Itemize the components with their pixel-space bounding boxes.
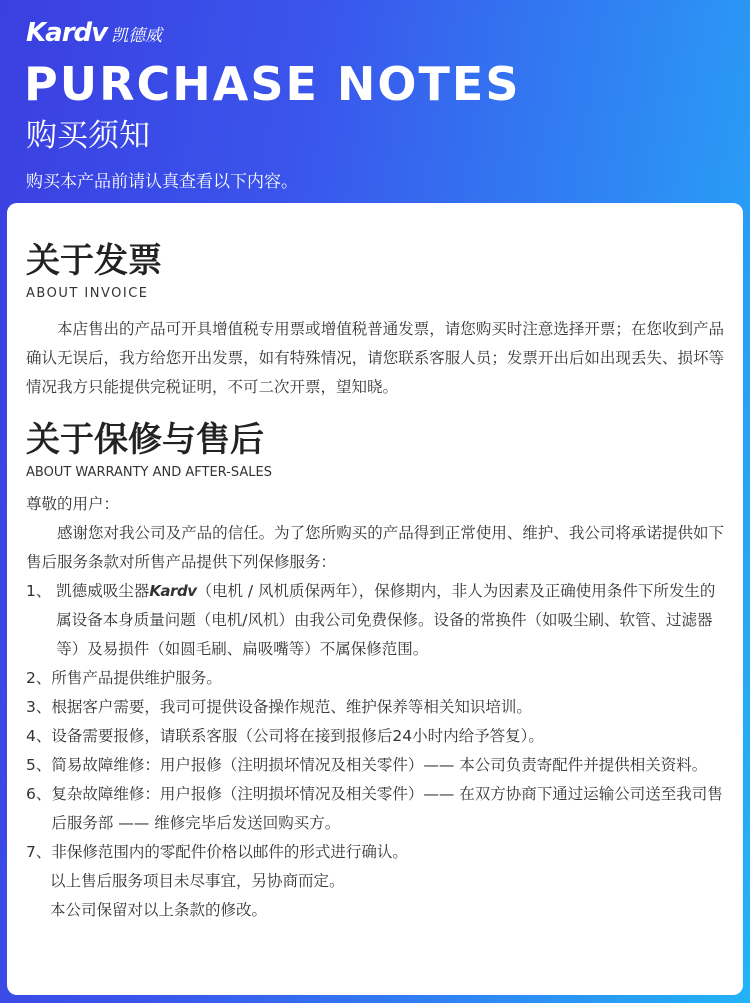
list-item	[26, 577, 724, 664]
list-item	[26, 838, 724, 867]
kardv-logo-inline: Kardv	[149, 582, 197, 600]
page-title-en: PURCHASE NOTES	[24, 57, 521, 111]
list-item	[26, 693, 724, 722]
header-banner	[0, 0, 750, 205]
list-item-text: 非保修范围内的零配件价格以邮件的形式进行确认。	[51, 843, 408, 861]
warranty-note: 以上售后服务项目未尽事宜，另协商而定。	[50, 872, 345, 890]
list-item-text: 设备需要报修，请联系客服（公司将在接到报修后24小时内给予答复）。	[51, 727, 544, 745]
page-subtitle: 购买本产品前请认真查看以下内容。	[26, 172, 298, 192]
list-item-text: 所售产品提供维护服务。	[51, 669, 222, 687]
warranty-greeting: 尊敬的用户：	[26, 495, 120, 513]
list-item	[26, 664, 724, 693]
list-item-text: 简易故障维修：用户报修（注明损坏情况及相关零件）—— 本公司负责寄配件并提供相关资料。	[51, 756, 708, 774]
list-item-number: 1、	[26, 582, 57, 600]
brand	[26, 18, 162, 48]
list-item	[26, 751, 724, 780]
brand-logo: Kardv	[26, 18, 108, 48]
invoice-body: 本店售出的产品可开具增值税专用票或增值税普通发票，请您购买时注意选择开票；在您收到产品确认无误后，我方给您开出发票，如有特殊情况，请您联系客服人员；发票开出后如出现丢失、损坏等情况我方只能提供完税证明，不可二次开票，望知晓。	[26, 320, 724, 396]
warranty-section	[26, 418, 724, 925]
warranty-intro: 感谢您对我公司及产品的信任。为了您所购买的产品得到正常使用、维护、我公司将承诺提供如下售后服务条款对所售产品提供下列保修服务：	[26, 524, 724, 571]
warranty-subtitle: ABOUT WARRANTY AND AFTER-SALES	[26, 465, 272, 480]
list-item	[26, 722, 724, 751]
list-item-number: 5、	[26, 756, 52, 774]
invoice-subtitle: ABOUT INVOICE	[26, 286, 149, 301]
list-item-text	[56, 577, 724, 664]
list-item-number: 7、	[26, 843, 52, 861]
warranty-terms-list	[26, 577, 724, 867]
content-card	[7, 203, 743, 995]
list-item-text-post: （电机 / 风机质保两年），保修期内，非人为因素及正确使用条件下所发生的属设备本身质量问题（电机/风机）由我公司免费保修。设备的常换件（如吸尘刷、软管、过滤器等）及易损件（如圆毛刷、扁吸嘴等）不属保修范围。	[56, 582, 716, 658]
list-item-number: 2、	[26, 669, 52, 687]
brand-name-cn: 凯德威	[111, 26, 163, 46]
list-item-number: 3、	[26, 698, 52, 716]
list-item	[26, 780, 724, 838]
list-item-text: 复杂故障维修：用户报修（注明损坏情况及相关零件）—— 在双方协商下通过运输公司送至我司售后服务部 —— 维修完毕后发送回购买方。	[51, 785, 723, 832]
list-item-text: 根据客户需要，我司可提供设备操作规范、维护保养等相关知识培训。	[51, 698, 532, 716]
list-item-number: 6、	[26, 785, 52, 803]
invoice-section	[26, 239, 724, 402]
page-title-cn: 购买须知	[26, 118, 150, 154]
warranty-title: 关于保修与售后	[26, 420, 264, 460]
list-item-text-pre: 凯德威吸尘器	[56, 582, 150, 600]
invoice-title: 关于发票	[26, 241, 162, 281]
warranty-note: 本公司保留对以上条款的修改。	[50, 901, 268, 919]
list-item-number: 4、	[26, 727, 52, 745]
